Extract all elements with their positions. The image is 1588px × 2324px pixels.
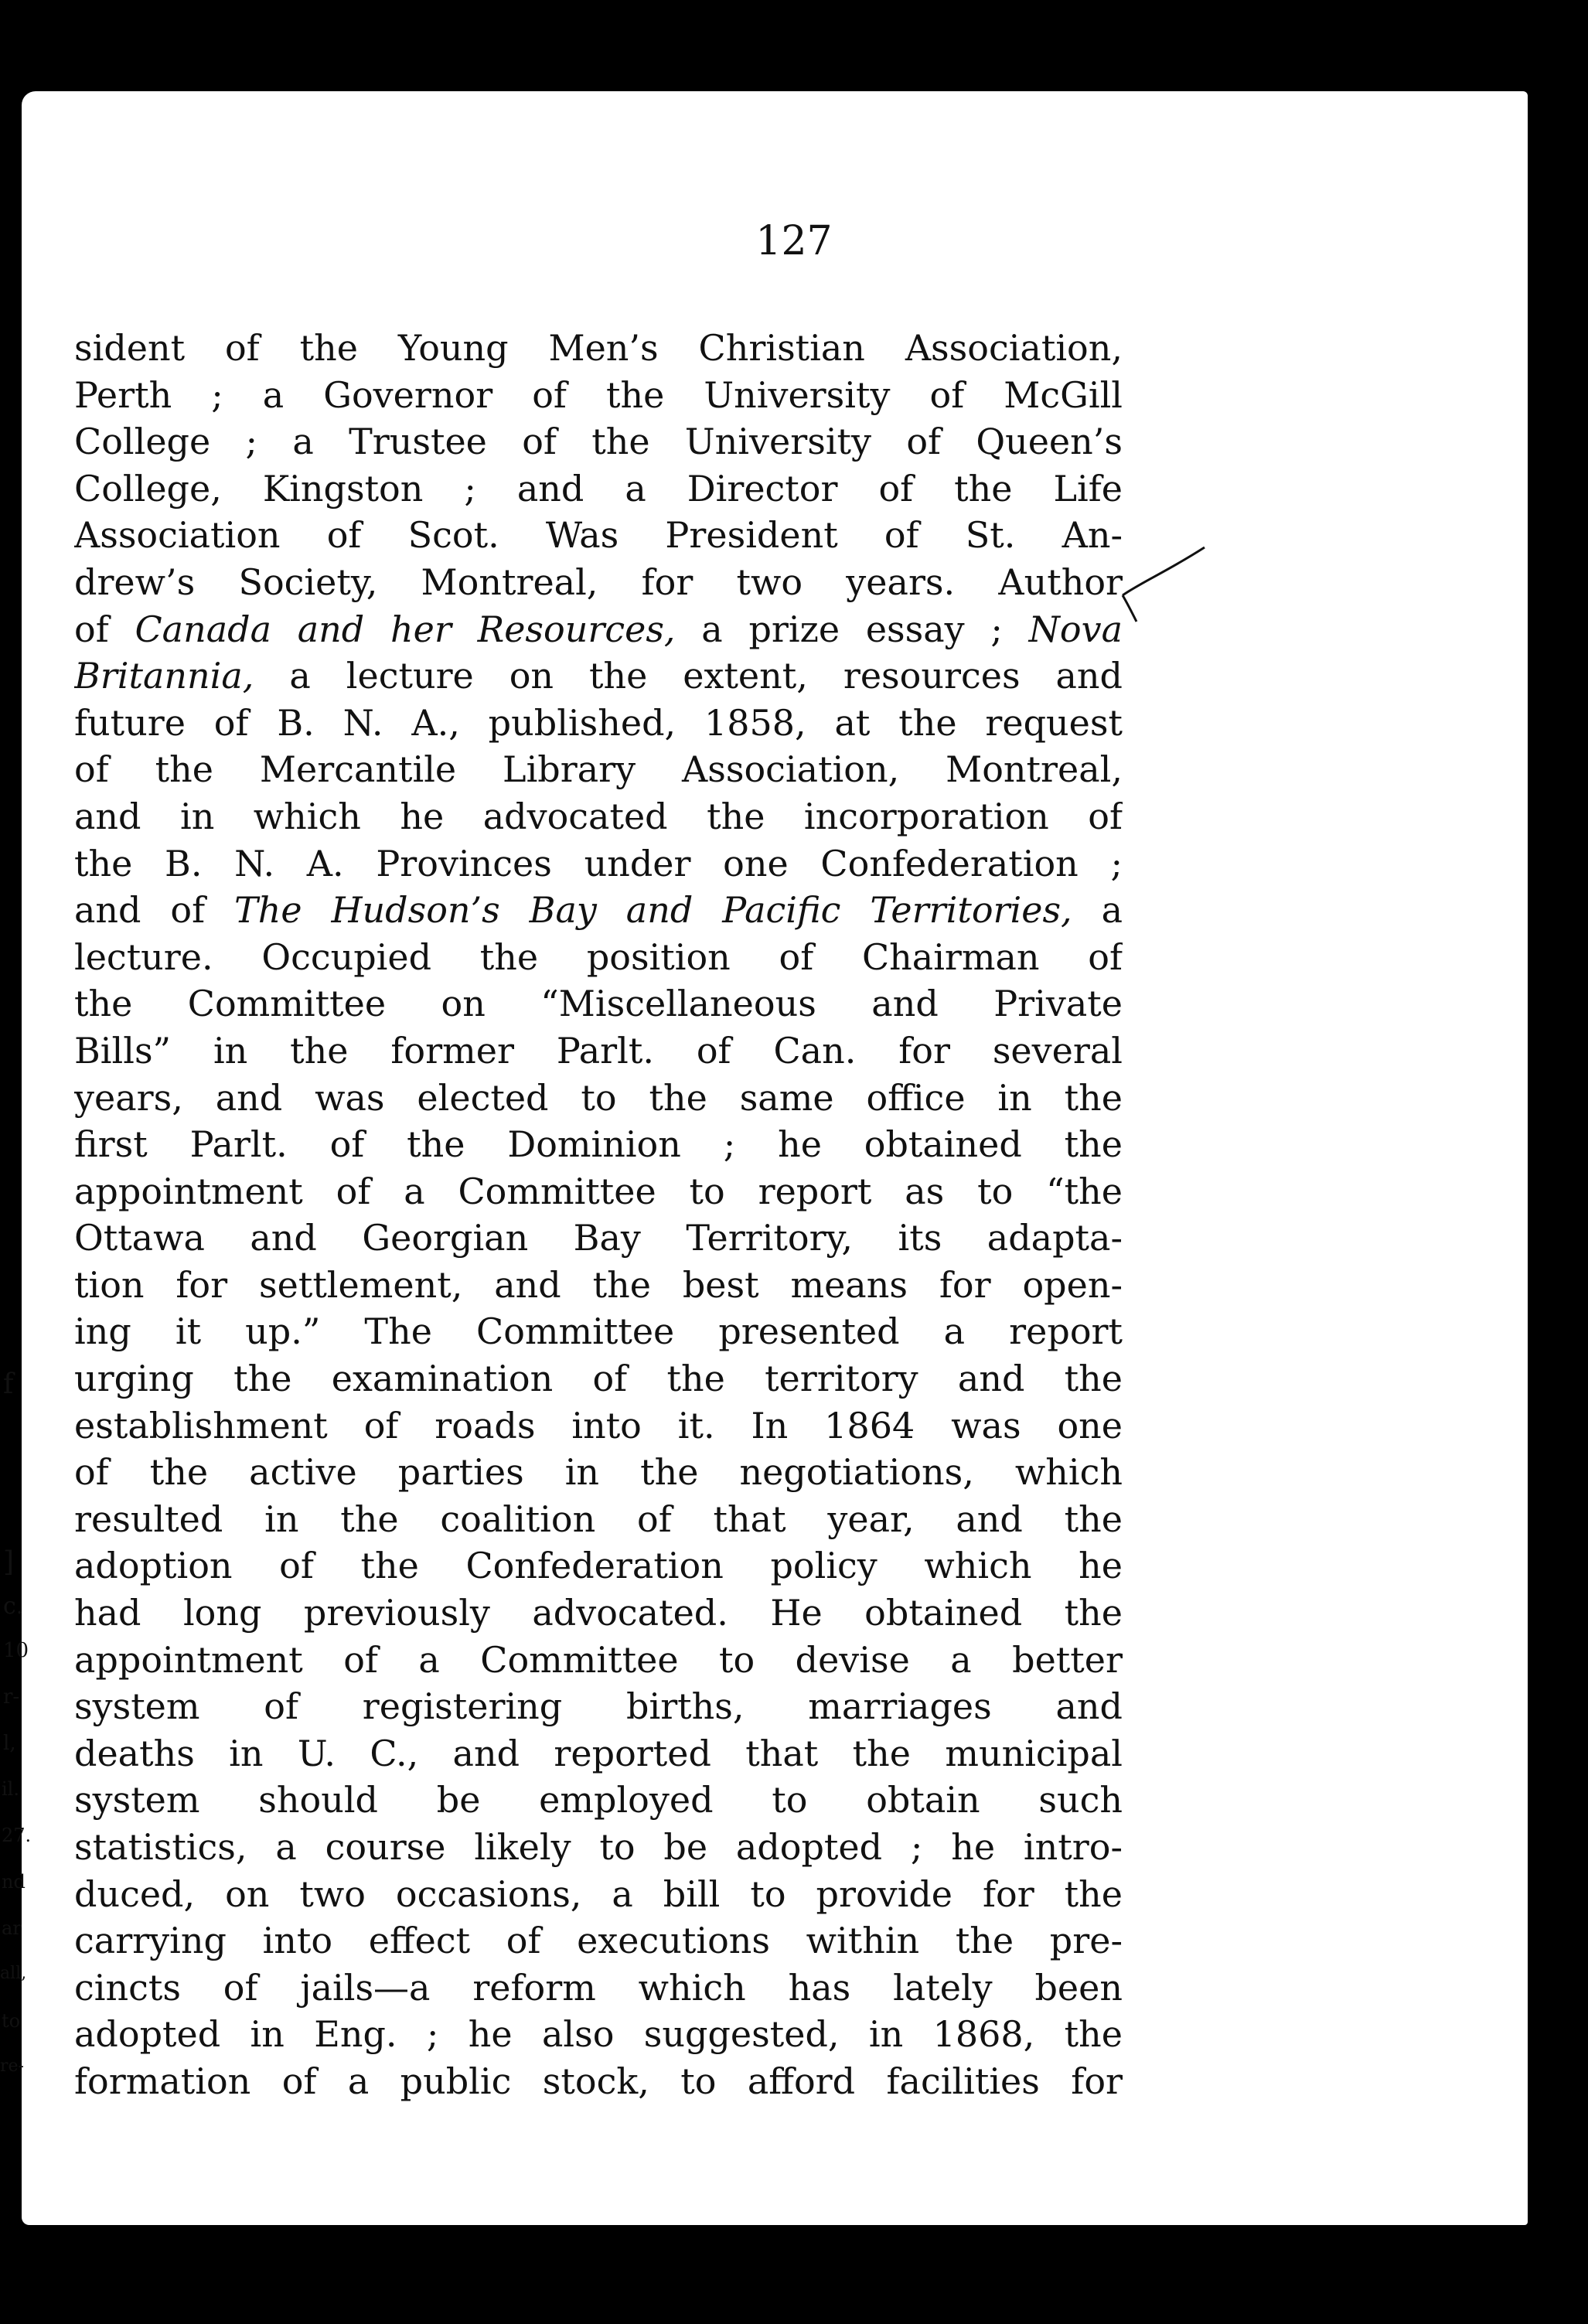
margin-fragment: ]: [3, 1546, 15, 1578]
text-line: had long previously advocated. He obtained the: [74, 1592, 1123, 1634]
text-line: College, Kingston ; and a Director of the Life: [74, 467, 1123, 509]
pencil-mark: [1119, 541, 1212, 626]
text-line: first Parlt. of the Dominion ; he obtained the: [74, 1123, 1123, 1166]
margin-fragment: 10: [3, 1639, 29, 1662]
margin-fragment: ar: [2, 1917, 22, 1939]
text-line: of the active parties in the negotiations, which: [74, 1451, 1123, 1494]
text-line: adoption of the Confederation policy which he: [74, 1545, 1123, 1587]
text-line: appointment of a Committee to report as to “the: [74, 1170, 1123, 1212]
text-line: Ottawa and Georgian Bay Territory, its adapta-: [74, 1217, 1123, 1259]
binding-edge: [0, 116, 22, 2234]
text-line: Association of Scot. Was President of St. An-: [74, 514, 1123, 557]
text-line: carrying into effect of executions within the pre-: [74, 1920, 1123, 1962]
text-line: urging the examination of the territory and the: [74, 1358, 1123, 1400]
page-number: 127: [755, 218, 833, 264]
text-line: sident of the Young Men’s Christian Association,: [74, 327, 1123, 369]
text-line: the Committee on “Miscellaneous and Private: [74, 983, 1123, 1025]
text-line: cincts of jails—a reform which has lately been: [74, 1966, 1123, 2009]
text-line: appointment of a Committee to devise a better: [74, 1638, 1123, 1681]
text-line: the B. N. A. Provinces under one Confederation ;: [74, 842, 1123, 884]
text-line: drew’s Society, Montreal, for two years. Author: [74, 561, 1123, 603]
margin-fragment: c.: [3, 1593, 24, 1620]
text-line: College ; a Trustee of the University of Queen’s: [74, 421, 1123, 463]
text-line: deaths in U. C., and reported that the municipal: [74, 1732, 1123, 1774]
text-line: Britannia, a lecture on the extent, resources and: [74, 655, 1123, 697]
text-line: duced, on two occasions, a bill to provide for the: [74, 1872, 1123, 1915]
text-line: of Canada and her Resources, a prize essay ; Nova: [74, 608, 1123, 650]
margin-fragment: nd: [2, 1871, 26, 1893]
text-line: resulted in the coalition of that year, and the: [74, 1498, 1123, 1540]
margin-fragment: f: [3, 1368, 14, 1400]
margin-fragment: r-: [3, 1685, 20, 1709]
text-line: system should be employed to obtain such: [74, 1779, 1123, 1821]
text-line: system of registering births, marriages and: [74, 1685, 1123, 1728]
text-line: tion for settlement, and the best means for open-: [74, 1263, 1123, 1306]
text-line: and of The Hudson’s Bay and Pacific Territories, a: [74, 889, 1123, 932]
text-line: establishment of roads into it. In 1864 was one: [74, 1404, 1123, 1447]
margin-fragment: l,: [3, 1732, 16, 1755]
text-line: lecture. Occupied the position of Chairman of: [74, 935, 1123, 978]
body-text: [74, 325, 1123, 2105]
text-line: future of B. N. A., published, 1858, at the request: [74, 701, 1123, 744]
text-line: Bills” in the former Parlt. of Can. for several: [74, 1029, 1123, 1072]
margin-fragment: il.: [2, 1778, 19, 1800]
text-line: formation of a public stock, to afford facilities for: [74, 2060, 1123, 2102]
margin-fragment: 27.: [2, 1825, 32, 1846]
margin-fragment: to: [2, 2010, 21, 2032]
text-line: Perth ; a Governor of the University of McGill: [74, 373, 1123, 416]
text-line: years, and was elected to the same office in the: [74, 1076, 1123, 1119]
text-line: ing it up.” The Committee presented a report: [74, 1310, 1123, 1353]
text-line: and in which he advocated the incorporation of: [74, 795, 1123, 837]
text-line: statistics, a course likely to be adopted ; he intro-: [74, 1826, 1123, 1868]
text-line: of the Mercantile Library Association, Montreal,: [74, 748, 1123, 791]
text-line: adopted in Eng. ; he also suggested, in 1868, the: [74, 2013, 1123, 2056]
margin-fragment: re-: [0, 2057, 24, 2076]
margin-fragment: all,: [0, 1964, 27, 1983]
